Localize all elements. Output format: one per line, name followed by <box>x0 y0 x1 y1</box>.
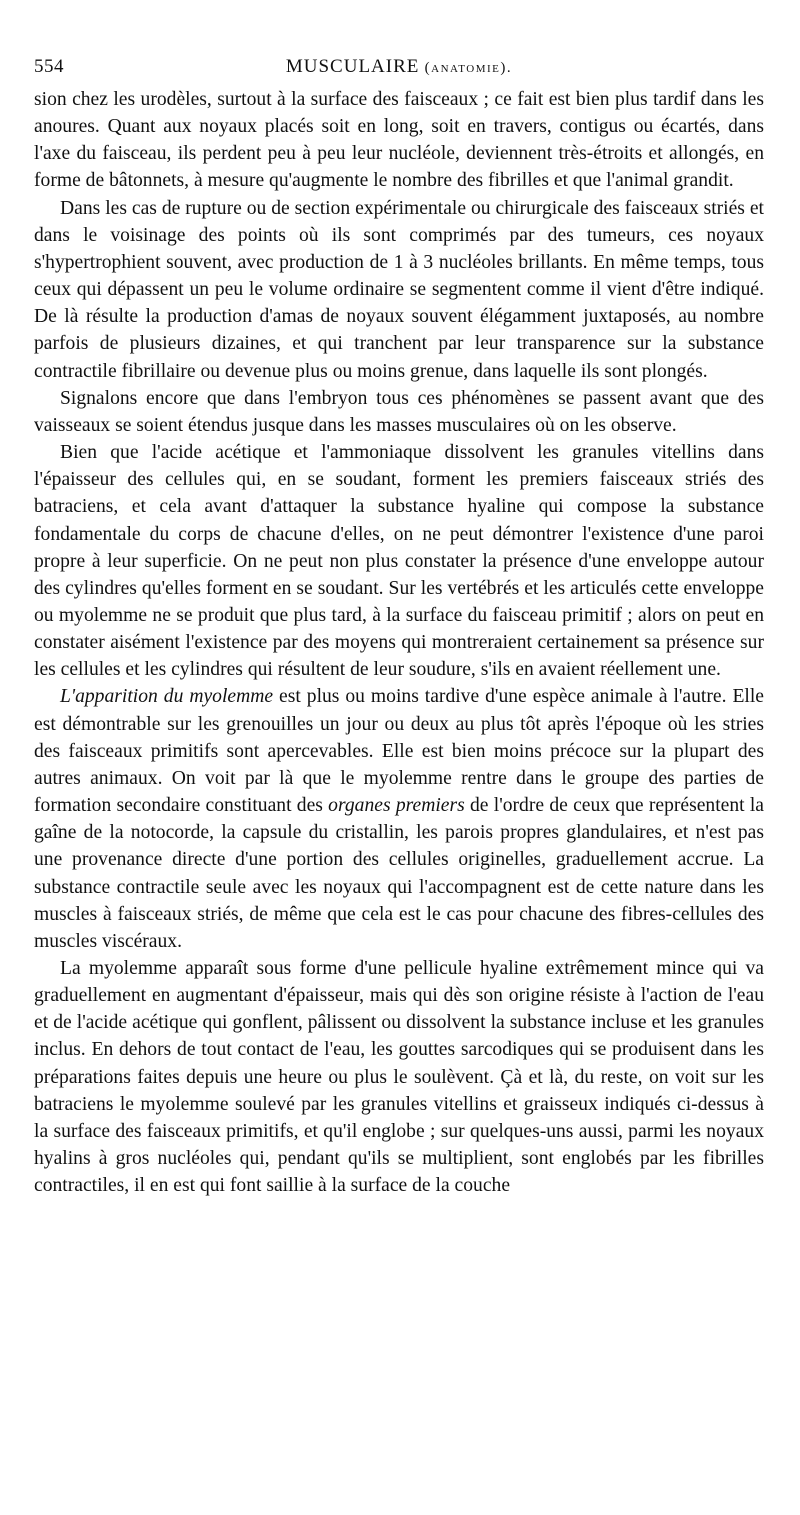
paragraph-text-part-b: de l'ordre de ceux que représentent la gaîne de la notocorde, la capsule du cristallin, les parois propres glandulaires, et n'est pas une provenance directe d'une portion des cellules originelles, graduellement accrue. La substance contractile seule avec les noyaux qui l'accompagnent est de cette nature dans les muscles à faisceaux striés, de même que cela est le cas pour chacune des fibres-cellules des muscles viscéraux. <box>34 795 764 952</box>
body-text <box>34 86 764 1199</box>
paragraph-embryon: Signalons encore que dans l'embryon tous ces phénomènes se passent avant que des vaisseaux se soient étendus jusque dans les masses musculaires où on les observe. <box>34 387 764 436</box>
book-page <box>34 56 764 1199</box>
running-head <box>34 56 764 86</box>
paragraph-rupture: Dans les cas de rupture ou de section expérimentale ou chirurgicale des faisceaux striés et dans le voisinage des points où ils sont comprimés par des tumeurs, ces noyaux s'hypertrophient souvent, avec production de 1 à 3 nucléoles brillants. En même temps, tous ceux qui dépassent un peu le volume ordinaire se segmentent comme il vient d'être indiqué. De là résulte la production d'amas de noyaux souvent élégamment juxtaposés, au nombre parfois de plusieurs dizaines, et qui tranchent par leur transparence sur la substance contractile fibrillaire ou devenue plus ou moins grenue, dans laquelle ils sont plongés. <box>34 197 764 382</box>
running-title-subject: (anatomie). <box>424 60 513 76</box>
running-title-main: MUSCULAIRE <box>285 56 420 77</box>
paragraph-apparition-myolemme <box>34 683 764 955</box>
running-title <box>34 56 764 78</box>
paragraph-acide-acetique: Bien que l'acide acétique et l'ammoniaque dissolvent les granules vitellins dans l'épaisseur des cellules qui, en se soudant, forment les premiers faisceaux striés des batraciens, et cela avant d'attaquer la substance hyaline qui compose la substance fondamentale du corps de chacune d'elles, on ne peut démontrer l'existence d'une paroi propre à leur superficie. On ne peut non plus constater la présence d'une enveloppe autour des cylindres qu'elles forment en se soudant. Sur les vertébrés et les articulés cette enveloppe ou myolemme ne se produit que plus tard, à la surface du faisceau primitif ; alors on peut en constater aisément l'existence par des moyens qui montreraient certainement sa présence sur les cellules et les cylindres qui résultent de leur soudure, s'ils en avaient réellement une. <box>34 442 764 681</box>
paragraph-continued: sion chez les urodèles, surtout à la surface des faisceaux ; ce fait est bien plus tardif dans les anoures. Quant aux noyaux placés soit en long, soit en travers, contigus ou écartés, dans l'axe du faisceau, ils perdent peu à peu leur nucléole, deviennent très-étroits et allongés, en forme de bâtonnets, à mesure qu'augmente le nombre des fibrilles et que l'animal grandit. <box>34 89 764 192</box>
italic-inner-phrase: organes premiers <box>328 795 465 817</box>
paragraph-pellicule-hyaline: La myolemme apparaît sous forme d'une pellicule hyaline extrêmement mince qui va graduellement en augmentant d'épaisseur, mais qui dès son origine résiste à l'action de l'eau et de l'acide acétique qui gonflent, pâlissent ou dissolvent la substance incluse et les granules inclus. En dehors de tout contact de l'eau, les gouttes sarcodiques qui se produisent dans les préparations faites depuis une heure ou plus le soulèvent. Çà et là, du reste, on voit sur les batraciens le myolemme soulevé par les granules vitellins et graisseux indiqués ci-dessus à la surface des faisceaux primitifs, et qu'il englobe ; sur quelques-uns aussi, parmi les noyaux hyalins à gros nucléoles qui, pendant qu'ils se multiplient, sont englobés par les fibrilles contractiles, il en est qui font saillie à la surface de la couche <box>34 958 764 1197</box>
page-number: 554 <box>34 56 64 77</box>
italic-lead-phrase: L'apparition du myolemme <box>60 686 274 708</box>
paragraph-text-part-a: est plus ou moins tardive d'une espèce animale à l'autre. Elle est démontrable sur les grenouilles un jour ou deux au plus tôt après l'époque où les stries des faisceaux primitifs sont apercevables. Elle est bien moins précoce sur la plupart des autres animaux. On voit par là que le myolemme rentre dans le groupe des parties de formation secondaire constituant des <box>34 686 764 817</box>
